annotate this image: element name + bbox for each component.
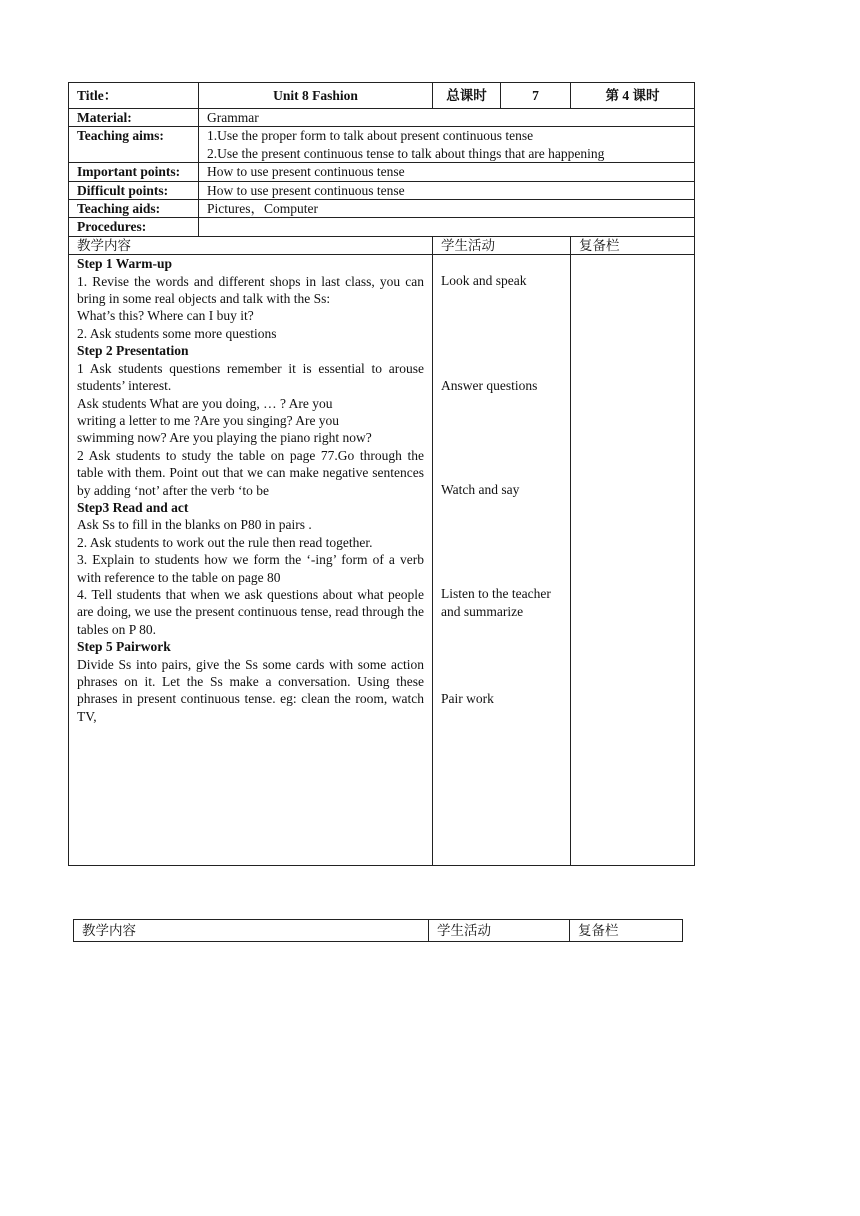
lesson-number: 第 4 课时 [571,83,695,109]
next-content-column-header: 教学内容 [74,920,429,942]
step-2-heading: Step 2 Presentation [77,343,189,359]
procedures-value [199,218,695,236]
aims-label: Teaching aims: [69,127,199,163]
material-row [69,109,695,127]
procedures-row [69,218,695,236]
step-3-item: 3. Explain to students how we form the ‘-ing’ form of a verb with reference to the table on page 80 [77,552,424,585]
aims-row [69,127,695,163]
title-label: Title： [69,83,199,109]
difficult-label: Difficult points: [69,181,199,199]
important-value: How to use present continuous tense [199,163,695,181]
material-value: Grammar [199,109,695,127]
unit-title: Unit 8 Fashion [199,83,433,109]
aids-value: Pictures，Computer [199,200,695,218]
next-notes-column-header: 复备栏 [570,920,683,942]
total-hours-value: 7 [501,83,571,109]
column-header-row [69,236,695,254]
difficult-value: How to use present continuous tense [199,181,695,199]
aims-value [199,127,695,163]
aids-row [69,200,695,218]
step-3-item: 2. Ask students to work out the rule then read together. [77,534,373,550]
procedures-label: Procedures: [69,218,199,236]
step-3-heading: Step3 Read and act [77,499,189,515]
student-activity-cell [433,255,571,866]
procedure-body-row [69,255,695,866]
next-activity-column-header: 学生活动 [429,920,570,942]
step-2-item: 2 Ask students to study the table on page 77.Go through the table with them. Point out that we can make negative sentences by adding ‘not’ after the verb ‘to be [77,447,424,498]
lesson-plan-body [68,82,695,866]
content-column-header: 教学内容 [69,236,433,254]
step-2-item: 1 Ask students questions remember it is essential to arouse students’ interest. [77,360,424,394]
notes-column-header: 复备栏 [571,236,695,254]
step-2-item: swimming now? Are you playing the piano right now? [77,430,372,446]
activity-pair-work: Pair work [441,691,494,707]
notes-cell [571,255,695,866]
step-1-item: 2. Ask students some more questions [77,325,277,341]
activity-listen-and-summarize: Listen to the teacher and summarize [441,586,551,619]
step-5-heading: Step 5 Pairwork [77,639,171,655]
header-row [69,83,695,109]
step-1-heading: Step 1 Warm-up [77,256,173,272]
step-3-item: 4. Tell students that when we ask questions about what people are doing, we use the present continuous tense, read through the tables on P 80. [77,586,424,637]
aim-1: 1.Use the proper form to talk about present continuous tense [207,128,534,144]
activity-answer-questions: Answer questions [441,377,538,393]
step-1-item: 1. Revise the words and different shops in last class, you can bring in some real objects and talk with the Ss: [77,273,424,307]
important-row [69,163,695,181]
step-2-item: Ask students What are you doing, … ? Are you [77,395,333,411]
aim-2: 2.Use the present continuous tense to talk about things that are happening [207,145,605,161]
total-hours-label: 总课时 [433,83,501,109]
step-1-item: What’s this? Where can I buy it? [77,308,254,324]
activity-look-and-speak: Look and speak [441,273,527,289]
next-page-header-table [73,919,683,942]
activity-watch-and-say: Watch and say [441,482,520,498]
step-3-item: Ask Ss to fill in the blanks on P80 in pairs . [77,517,312,533]
activity-column-header: 学生活动 [433,236,571,254]
next-column-header-row [74,920,683,942]
aids-label: Teaching aids: [69,200,199,218]
step-5-item: Divide Ss into pairs, give the Ss some cards with some action phrases on it. Let the Ss make a conversation. Using these phrases in present continuous tense. eg: clean the room, watch TV, [77,656,424,724]
important-label: Important points: [69,163,199,181]
teaching-content-cell [69,255,433,866]
difficult-row [69,181,695,199]
step-2-item: writing a letter to me ?Are you singing? Are you [77,412,340,428]
material-label: Material: [69,109,199,127]
